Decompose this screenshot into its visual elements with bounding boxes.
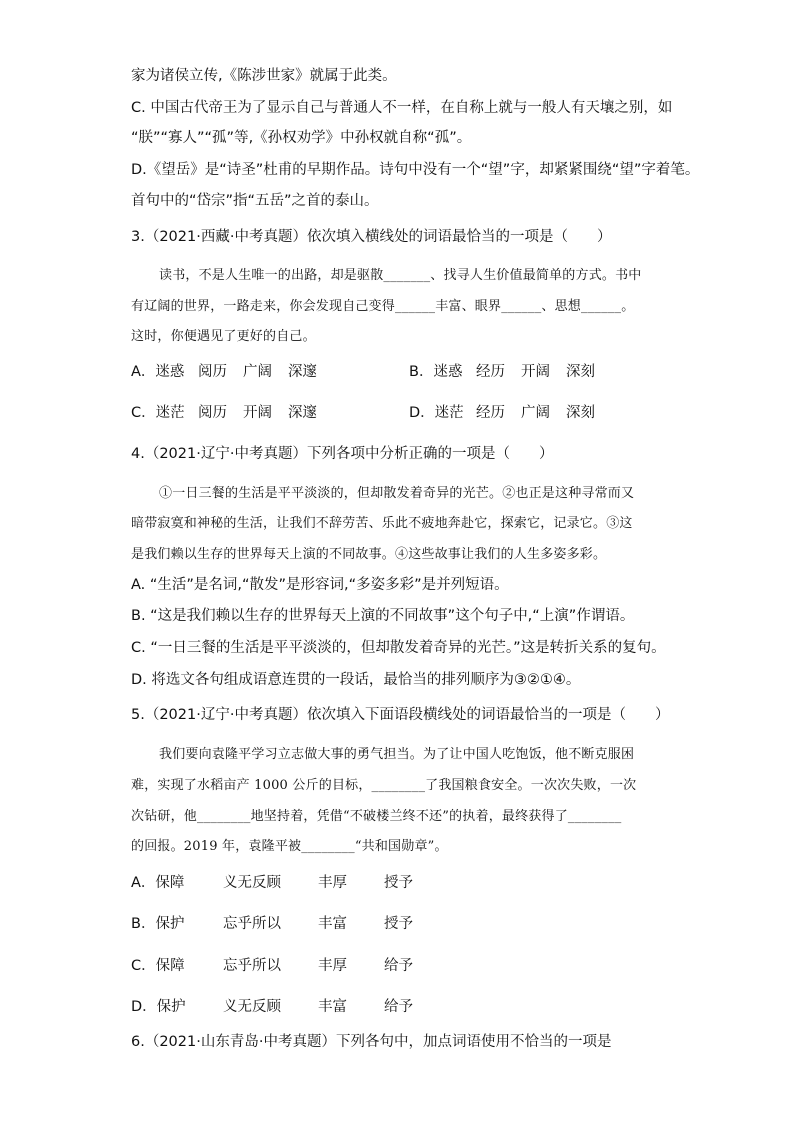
q5-option-c[interactable]: C．保障 忘乎所以 丰厚 给予 <box>131 958 413 974</box>
q5-passage-line2: 难，实现了水稻亩产 1000 公斤的目标，________了我国粮食安全。一次次失败，一次 <box>131 778 637 793</box>
q5-option-b[interactable]: B．保护 忘乎所以 丰富 授予 <box>131 916 413 932</box>
option-d-line1: D.《望岳》是“诗圣”杜甫的早期作品。诗句中没有一个“望”字，却紧紧围绕“望”字着笔。 <box>131 162 700 178</box>
q4-passage-line3: 是我们赖以生存的世界每天上演的不同故事。④这些故事让我们的人生多姿多彩。 <box>131 547 607 562</box>
option-c-line2: “朕”“寡人”“孤”等,《孙权劝学》中孙权就自称“孤”。 <box>131 130 472 146</box>
q3-passage-line1: 读书，不是人生唯一的出路，却是驱散_______、找寻人生价值最简单的方式。书中 <box>159 268 642 283</box>
q4-option-c[interactable]: C. “一日三餐的生活是平平淡淡的，但却散发着奇异的光芒。”这是转折关系的复句。 <box>131 640 666 656</box>
question-6-stem: 6.（2021·山东青岛·中考真题）下列各句中，加点词语使用不恰当的一项是 <box>131 1034 612 1050</box>
q5-option-a[interactable]: A．保障 义无反顾 丰厚 授予 <box>131 875 413 891</box>
prev-question-text: 家为诸侯立传,《陈涉世家》就属于此类。 <box>131 68 397 84</box>
q4-option-d[interactable]: D. 将选文各句组成语意连贯的一段话，最恰当的排列顺序为③②①④。 <box>131 672 581 688</box>
q3-option-d[interactable]: D．迷茫 经历 广阔 深刻 <box>409 405 595 421</box>
q3-passage-line3: 这时，你便遇见了更好的自己。 <box>131 329 316 344</box>
q3-option-a[interactable]: A．迷惑 阅历 广阔 深邃 <box>131 364 317 380</box>
q4-passage-line2: 暗带寂寞和神秘的生活，让我们不辞劳苦、乐此不疲地奔赴它，探索它，记录它。③这 <box>131 516 633 531</box>
q5-passage-line1: 我们要向袁隆平学习立志做大事的勇气担当。为了让中国人吃饱饭，他不断克服困 <box>159 747 635 762</box>
q5-option-d[interactable]: D．保护 义无反顾 丰富 给予 <box>131 999 413 1015</box>
q3-option-b[interactable]: B．迷惑 经历 开阔 深刻 <box>409 364 595 380</box>
q5-passage-line3: 次钻研，他________地坚持着，凭借“不破楼兰终不还”的执着，最终获得了________ <box>131 809 622 824</box>
q4-option-b[interactable]: B. “这是我们赖以生存的世界每天上演的不同故事”这个句子中,“上演”作谓语。 <box>131 608 635 624</box>
q3-passage-line2: 有辽阔的世界，一路走来，你会发现自己变得______丰富、眼界______、思想______。 <box>131 299 635 314</box>
q5-passage-line4: 的回报。2019 年，袁隆平被________“共和国勋章”。 <box>131 839 448 854</box>
q4-option-a[interactable]: A. “生活”是名词,“散发”是形容词,“多姿多彩”是并列短语。 <box>131 577 509 593</box>
question-3-stem: 3.（2021·西藏·中考真题）依次填入横线处的词语最恰当的一项是（ ） <box>131 229 612 245</box>
q3-option-c[interactable]: C．迷茫 阅历 开阔 深邃 <box>131 405 317 421</box>
option-d-line2: 首句中的“岱宗”指“五岳”之首的泰山。 <box>131 193 379 209</box>
question-4-stem: 4.（2021·辽宁·中考真题）下列各项中分析正确的一项是（ ） <box>131 446 554 462</box>
question-5-stem: 5.（2021·辽宁·中考真题）依次填入下面语段横线处的词语最恰当的一项是（ ） <box>131 707 670 723</box>
option-c-line1: C. 中国古代帝王为了显示自己与普通人不一样，在自称上就与一般人有天壤之别，如 <box>131 100 673 116</box>
q4-passage-line1: ①一日三餐的生活是平平淡淡的，但却散发着奇异的光芒。②也正是这种寻常而又 <box>159 486 635 501</box>
